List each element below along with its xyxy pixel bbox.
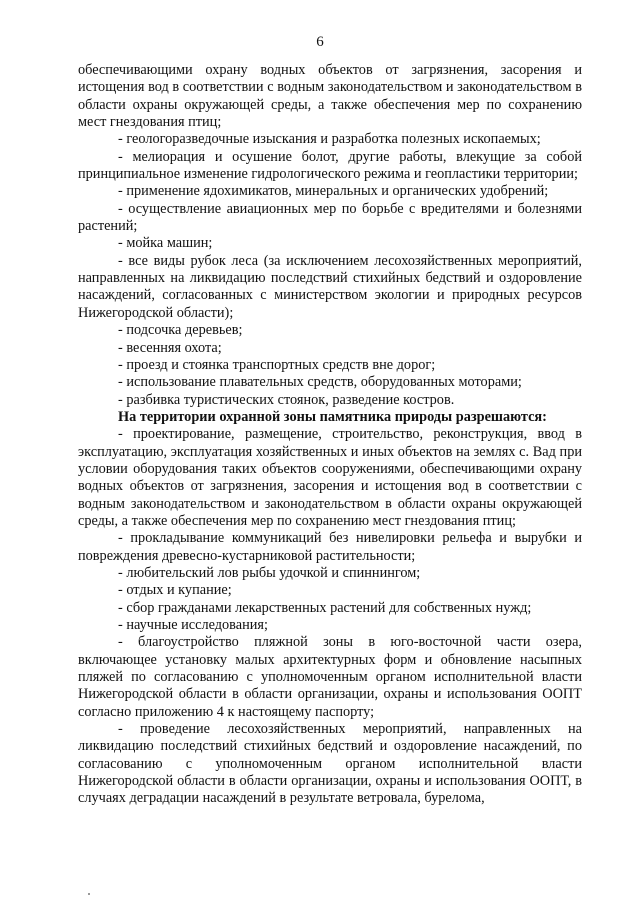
list-item: - проезд и стоянка транспортных средств вне дорог; [118, 356, 436, 373]
list-item: - использование плавательных средств, оборудованных моторами; [118, 374, 522, 391]
list-item: - разбивка туристических стоянок, разведение костров. [118, 391, 455, 408]
list-item: - подсочка деревьев; [118, 322, 243, 339]
list-item: - прокладывание коммуникаций без нивелировки рельефа и вырубки и повреждения древесно-кустарниковой растительности; [78, 530, 582, 564]
list-item: - весенняя охота; [118, 339, 222, 356]
section-heading: На территории охранной зоны памятника природы разрешаются: [118, 408, 547, 425]
list-item: - проектирование, размещение, строительство, реконструкция, ввод в эксплуатацию, эксплуатация хозяйственных и иных объектов на землях с. Вад при условии оборудования таких объектов сооружениями, обеспечивающими охрану водных объектов от загрязнения, засорения и истощения вод в соответствии с водным законодательством и законодательством в области охраны окружающей среды, а также обеспечения мер по сохранению мест гнездования птиц; [78, 426, 582, 529]
list-item: - научные исследования; [118, 617, 268, 633]
list-item: - геологоразведочные изыскания и разработка полезных ископаемых; [118, 131, 541, 148]
list-item: - сбор гражданами лекарственных растений для собственных нужд; [118, 599, 532, 616]
document-body [78, 62, 582, 808]
list-item: - проведение лесохозяйственных мероприятий, направленных на ликвидацию последствий стихийных бедствий и оздоровление насаждений, по согласованию с уполномоченным органом исполнительной власти Нижегородской области в области организации, охраны и использования ООПТ, в случаях деградации насаждений в результате ветровала, бурелома, [78, 721, 582, 807]
scan-speck [88, 893, 90, 895]
paragraph-continuation: обеспечивающими охрану водных объектов от загрязнения, засорения и истощения вод в соответствии с водным законодательством и законодательством в области охраны окружающей среды, а также обеспечения мер по сохранению мест гнездования птиц; [78, 62, 582, 131]
list-item: - мелиорация и осушение болот, другие работы, влекущие за собой принципиальное изменение гидрологического режима и геопластики территории; [78, 148, 582, 183]
list-item: - благоустройство пляжной зоны в юго-восточной части озера, включающее установку малых архитектурных форм и обновление насыпных пляжей по согласованию с уполномоченным органом исполнительной власти Нижегородской области в области организации, охраны и использования ООПТ согласно приложению 4 к настоящему паспорту; [78, 634, 582, 720]
list-item: - любительский лов рыбы удочкой и спиннингом; [118, 564, 421, 581]
list-item: - применение ядохимикатов, минеральных и органических удобрений; [118, 183, 549, 200]
page-number: 6 [316, 34, 324, 50]
list-item: - осуществление авиационных мер по борьбе с вредителями и болезнями растений; [78, 200, 582, 235]
list-item: - отдых и купание; [118, 582, 232, 599]
list-item: - все виды рубок леса (за исключением лесохозяйственных мероприятий, направленных на ликвидацию последствий стихийных бедствий и оздоровление насаждений, согласованных с министерством экологии и природных ресурсов Нижегородской области); [78, 252, 582, 321]
list-item: - мойка машин; [118, 235, 213, 252]
